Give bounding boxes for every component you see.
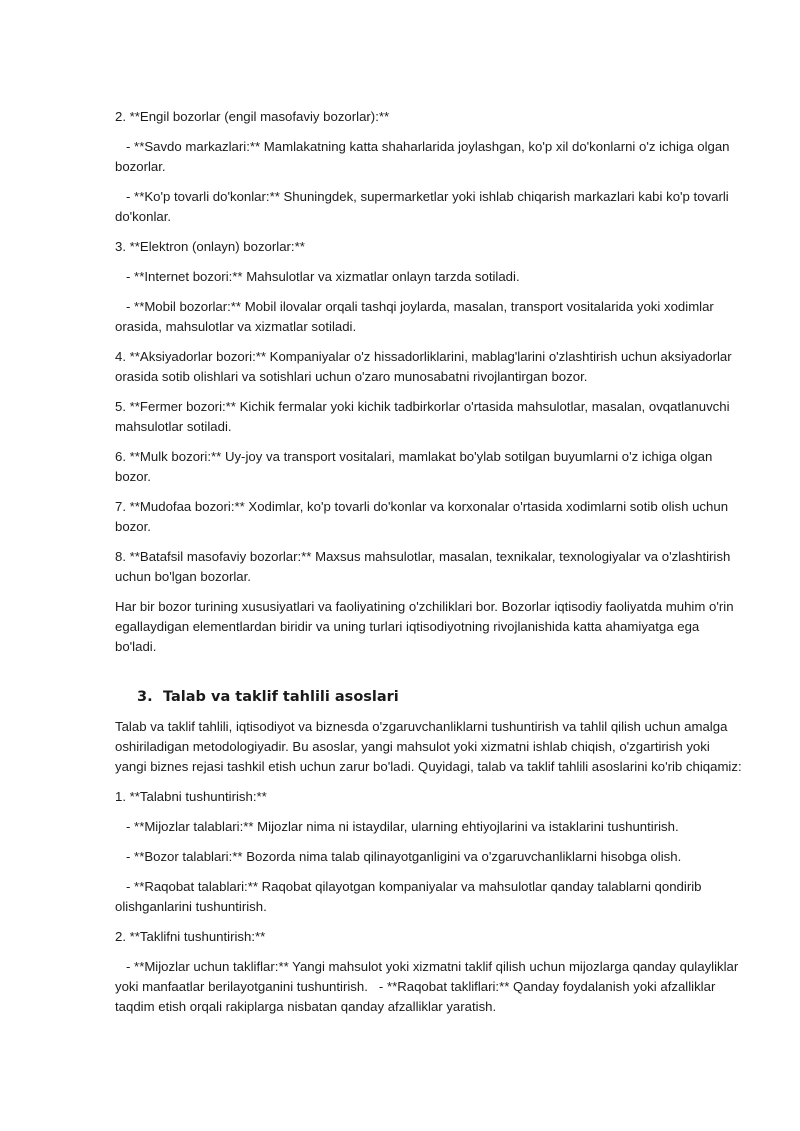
- supply-title: 2. **Taklifni tushuntirish:**: [115, 929, 266, 944]
- section-number: 3.: [137, 689, 153, 705]
- market-type-5-farmer: 5. **Fermer bozori:** Kichik fermalar yoki kichik tadbirkorlar o'rtasida mahsulotlar, masalan, ovqatlanuvchi mahsulotlar sotiladi.: [115, 399, 734, 434]
- demand-market-requirements: - **Bozor talablari:** Bozorda nima talab qilinayotganligini va o'zgaruvchanliklarni hisobga olish.: [115, 849, 682, 864]
- section-intro-paragraph: Talab va taklif tahlili, iqtisodiyot va biznesda o'zgaruvchanliklarni tushuntirish va tahlil qilish uchun amalga oshiriladigan metodologiyadir. Bu asoslar, yangi mahsulot yoki xizmatni ishlab chiqish, o'zgartirish yoki yangi biznes rejasi tashkil etish uchun zarur bo'ladi. Quyidagi, talab va taklif tahlili asoslarini ko'rib chiqamiz:: [115, 719, 742, 774]
- demand-title: 1. **Talabni tushuntirish:**: [115, 789, 267, 804]
- demand-customer-requirements: - **Mijozlar talablari:** Mijozlar nima ni istaydilar, ularning ehtiyojlarini va istaklarini tushuntirish.: [115, 819, 679, 834]
- market-type-2-shopping-centers: - **Savdo markazlari:** Mamlakatning katta shaharlarida joylashgan, ko'p xil do'konlarni o'z ichiga olgan bozorlar.: [115, 139, 734, 174]
- market-type-2-multi-goods-stores: - **Ko'p tovarli do'konlar:** Shuningdek, supermarketlar yoki ishlab chiqarish markazlari kabi ko'p tovarli do'konlar.: [115, 189, 733, 224]
- market-type-3-title: 3. **Elektron (onlayn) bozorlar:**: [115, 239, 305, 254]
- supply-offers: - **Mijozlar uchun takliflar:** Yangi mahsulot yoki xizmatni taklif qilish uchun mijozlarga qanday qulayliklar yoki manfaatlar berilayotganini tushuntirish. - **Raqobat takliflari:** Qanday foydalanish yoki afzalliklar taqdim etish orqali rakiplarga nisbatan qanday afzalliklar yaratish.: [115, 959, 742, 1014]
- demand-competition-requirements: - **Raqobat talablari:** Raqobat qilayotgan kompaniyalar va mahsulotlar qanday talablarni qondirib olishganlarini tushuntirish.: [115, 879, 706, 914]
- market-type-6-property: 6. **Mulk bozori:** Uy-joy va transport vositalari, mamlakat bo'ylab sotilgan buyumlarni o'z ichiga olgan bozor.: [115, 449, 716, 484]
- market-type-7-defense: 7. **Mudofaa bozori:** Xodimlar, ko'p tovarli do'konlar va korxonalar o'rtasida xodimlarni sotib olish uchun bozor.: [115, 499, 732, 534]
- market-type-3-internet: - **Internet bozori:** Mahsulotlar va xizmatlar onlayn tarzda sotiladi.: [115, 269, 520, 284]
- market-type-4-stock: 4. **Aksiyadorlar bozori:** Kompaniyalar o'z hissadorliklarini, mablag'larini o'zlashtirish uchun aksiyadorlar orasida sotib olishlari va sotishlari uchun o'zaro munosabatni rivojlantirgan bozor.: [115, 349, 736, 384]
- market-summary-paragraph: Har bir bozor turining xususiyatlari va faoliyatining o'zchiliklari bor. Bozorlar iqtisodiy faoliyatda muhim o'rin egallaydigan elementlardan biridir va uning turlari iqtisodiyotning rivojlanishida katta ahamiyatga ega bo'ladi.: [115, 599, 738, 654]
- market-type-3-mobile: - **Mobil bozorlar:** Mobil ilovalar orqali tashqi joylarda, masalan, transport vositalarida yoki xodimlar orasida, mahsulotlar va xizmatlar sotiladi.: [115, 299, 718, 334]
- market-type-2-title: 2. **Engil bozorlar (engil masofaviy bozorlar):**: [115, 109, 390, 124]
- section-title: Talab va taklif tahlili asoslari: [163, 689, 399, 705]
- market-type-8-detailed: 8. **Batafsil masofaviy bozorlar:** Maxsus mahsulotlar, masalan, texnikalar, texnologiyalar va o'zlashtirish uchun bo'lgan bozorlar.: [115, 549, 734, 584]
- section-heading: [137, 689, 742, 705]
